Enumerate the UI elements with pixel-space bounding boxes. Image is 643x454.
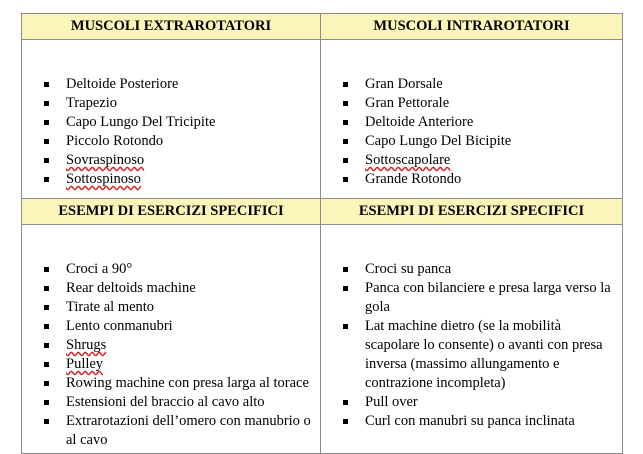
header-extrarotatori-text: MUSCOLI EXTRAROTATORI bbox=[70, 18, 272, 34]
intrarotatori-cell bbox=[321, 40, 623, 199]
extrarotatori-cell bbox=[22, 40, 321, 199]
list-item bbox=[22, 336, 320, 355]
esercizi-left-list bbox=[22, 260, 320, 450]
bullet-icon bbox=[44, 400, 49, 405]
list-item bbox=[22, 355, 320, 374]
list-item-text: Trapezio bbox=[66, 95, 118, 111]
list-item bbox=[321, 279, 622, 317]
list-item bbox=[22, 113, 320, 132]
header-esercizi-right bbox=[321, 199, 623, 225]
esercizi-right-cell bbox=[321, 225, 623, 454]
extrarotatori-list bbox=[22, 75, 320, 189]
list-item-text: Deltoide Posteriore bbox=[66, 76, 179, 92]
list-item bbox=[22, 317, 320, 336]
list-item bbox=[22, 75, 320, 94]
list-item bbox=[321, 393, 622, 412]
list-item bbox=[22, 132, 320, 151]
list-item-text: Pulley bbox=[66, 356, 104, 372]
list-item-text: Croci a 90° bbox=[66, 261, 133, 277]
bullet-icon bbox=[343, 419, 348, 424]
list-item bbox=[321, 170, 622, 189]
esercizi-right-list bbox=[321, 260, 622, 431]
header-row-muscles bbox=[22, 14, 623, 40]
list-item bbox=[321, 317, 622, 393]
header-intrarotatori bbox=[321, 14, 623, 40]
list-item-text: Sovraspinoso bbox=[66, 152, 145, 168]
bullet-icon bbox=[44, 362, 49, 367]
list-item bbox=[22, 279, 320, 298]
list-item bbox=[321, 151, 622, 170]
list-item bbox=[321, 412, 622, 431]
bullet-icon bbox=[44, 286, 49, 291]
list-item bbox=[321, 113, 622, 132]
list-item-text: Panca con bilanciere e presa larga verso la gola bbox=[365, 280, 611, 315]
header-esercizi-left bbox=[22, 199, 321, 225]
bullet-icon bbox=[44, 139, 49, 144]
bullet-icon bbox=[343, 324, 348, 329]
list-item-text: Lento conmanubri bbox=[66, 318, 173, 334]
list-item-text: Extrarotazioni dell’omero con manubrio o al cavo bbox=[66, 413, 311, 448]
list-item bbox=[22, 393, 320, 412]
list-item bbox=[321, 260, 622, 279]
list-item bbox=[22, 298, 320, 317]
list-item-text: Curl con manubri su panca inclinata bbox=[365, 413, 575, 429]
list-item-text: Capo Lungo Del Tricipite bbox=[66, 114, 216, 130]
bullet-icon bbox=[343, 120, 348, 125]
list-item-text: Sottoscapolare bbox=[365, 152, 451, 168]
list-item bbox=[22, 151, 320, 170]
list-item-text: Capo Lungo Del Bicipite bbox=[365, 133, 512, 149]
list-item bbox=[22, 374, 320, 393]
header-row-exercises bbox=[22, 199, 623, 225]
list-item-text: Sottospinoso bbox=[66, 171, 141, 187]
list-item bbox=[22, 260, 320, 279]
list-item-text: Rowing machine con presa larga al torace bbox=[66, 375, 309, 391]
bullet-icon bbox=[343, 101, 348, 106]
list-item-text: Gran Dorsale bbox=[365, 76, 443, 92]
bullet-icon bbox=[343, 400, 348, 405]
bullet-icon bbox=[44, 120, 49, 125]
list-item-text: Grande Rotondo bbox=[365, 171, 462, 187]
bullet-icon bbox=[44, 419, 49, 424]
bullet-icon bbox=[343, 158, 348, 163]
list-item bbox=[321, 75, 622, 94]
exercise-table bbox=[21, 13, 623, 454]
bullet-icon bbox=[44, 82, 49, 87]
list-item bbox=[22, 170, 320, 189]
exercises-row bbox=[22, 225, 623, 454]
bullet-icon bbox=[343, 177, 348, 182]
list-item-text: Tirate al mento bbox=[66, 299, 155, 315]
list-item bbox=[321, 132, 622, 151]
bullet-icon bbox=[44, 267, 49, 272]
bullet-icon bbox=[44, 305, 49, 310]
list-item-text: Pull over bbox=[365, 394, 418, 410]
header-intrarotatori-text: MUSCOLI INTRAROTATORI bbox=[373, 18, 570, 34]
header-esercizi-left-text: ESEMPI DI ESERCIZI SPECIFICI bbox=[58, 203, 284, 219]
list-item-text: Lat machine dietro (se la mobilità scapolare lo consente) o avanti con presa inversa (massimo allungamento e contrazione incompleta) bbox=[365, 318, 603, 391]
intrarotatori-list bbox=[321, 75, 622, 189]
list-item bbox=[321, 94, 622, 113]
bullet-icon bbox=[44, 381, 49, 386]
bullet-icon bbox=[44, 343, 49, 348]
bullet-icon bbox=[343, 267, 348, 272]
list-item-text: Croci su panca bbox=[365, 261, 452, 277]
bullet-icon bbox=[343, 139, 348, 144]
list-item-text: Gran Pettorale bbox=[365, 95, 450, 111]
list-item-text: Deltoide Anteriore bbox=[365, 114, 474, 130]
list-item-text: Shrugs bbox=[66, 337, 107, 353]
bullet-icon bbox=[343, 286, 348, 291]
header-extrarotatori bbox=[22, 14, 321, 40]
list-item-text: Rear deltoids machine bbox=[66, 280, 196, 296]
list-item bbox=[22, 94, 320, 113]
muscles-row bbox=[22, 40, 623, 199]
esercizi-left-cell bbox=[22, 225, 321, 454]
header-esercizi-right-text: ESEMPI DI ESERCIZI SPECIFICI bbox=[358, 203, 585, 219]
list-item-text: Estensioni del braccio al cavo alto bbox=[66, 394, 265, 410]
bullet-icon bbox=[44, 177, 49, 182]
bullet-icon bbox=[343, 82, 348, 87]
list-item-text: Piccolo Rotondo bbox=[66, 133, 164, 149]
bullet-icon bbox=[44, 324, 49, 329]
list-item bbox=[22, 412, 320, 450]
bullet-icon bbox=[44, 101, 49, 106]
bullet-icon bbox=[44, 158, 49, 163]
